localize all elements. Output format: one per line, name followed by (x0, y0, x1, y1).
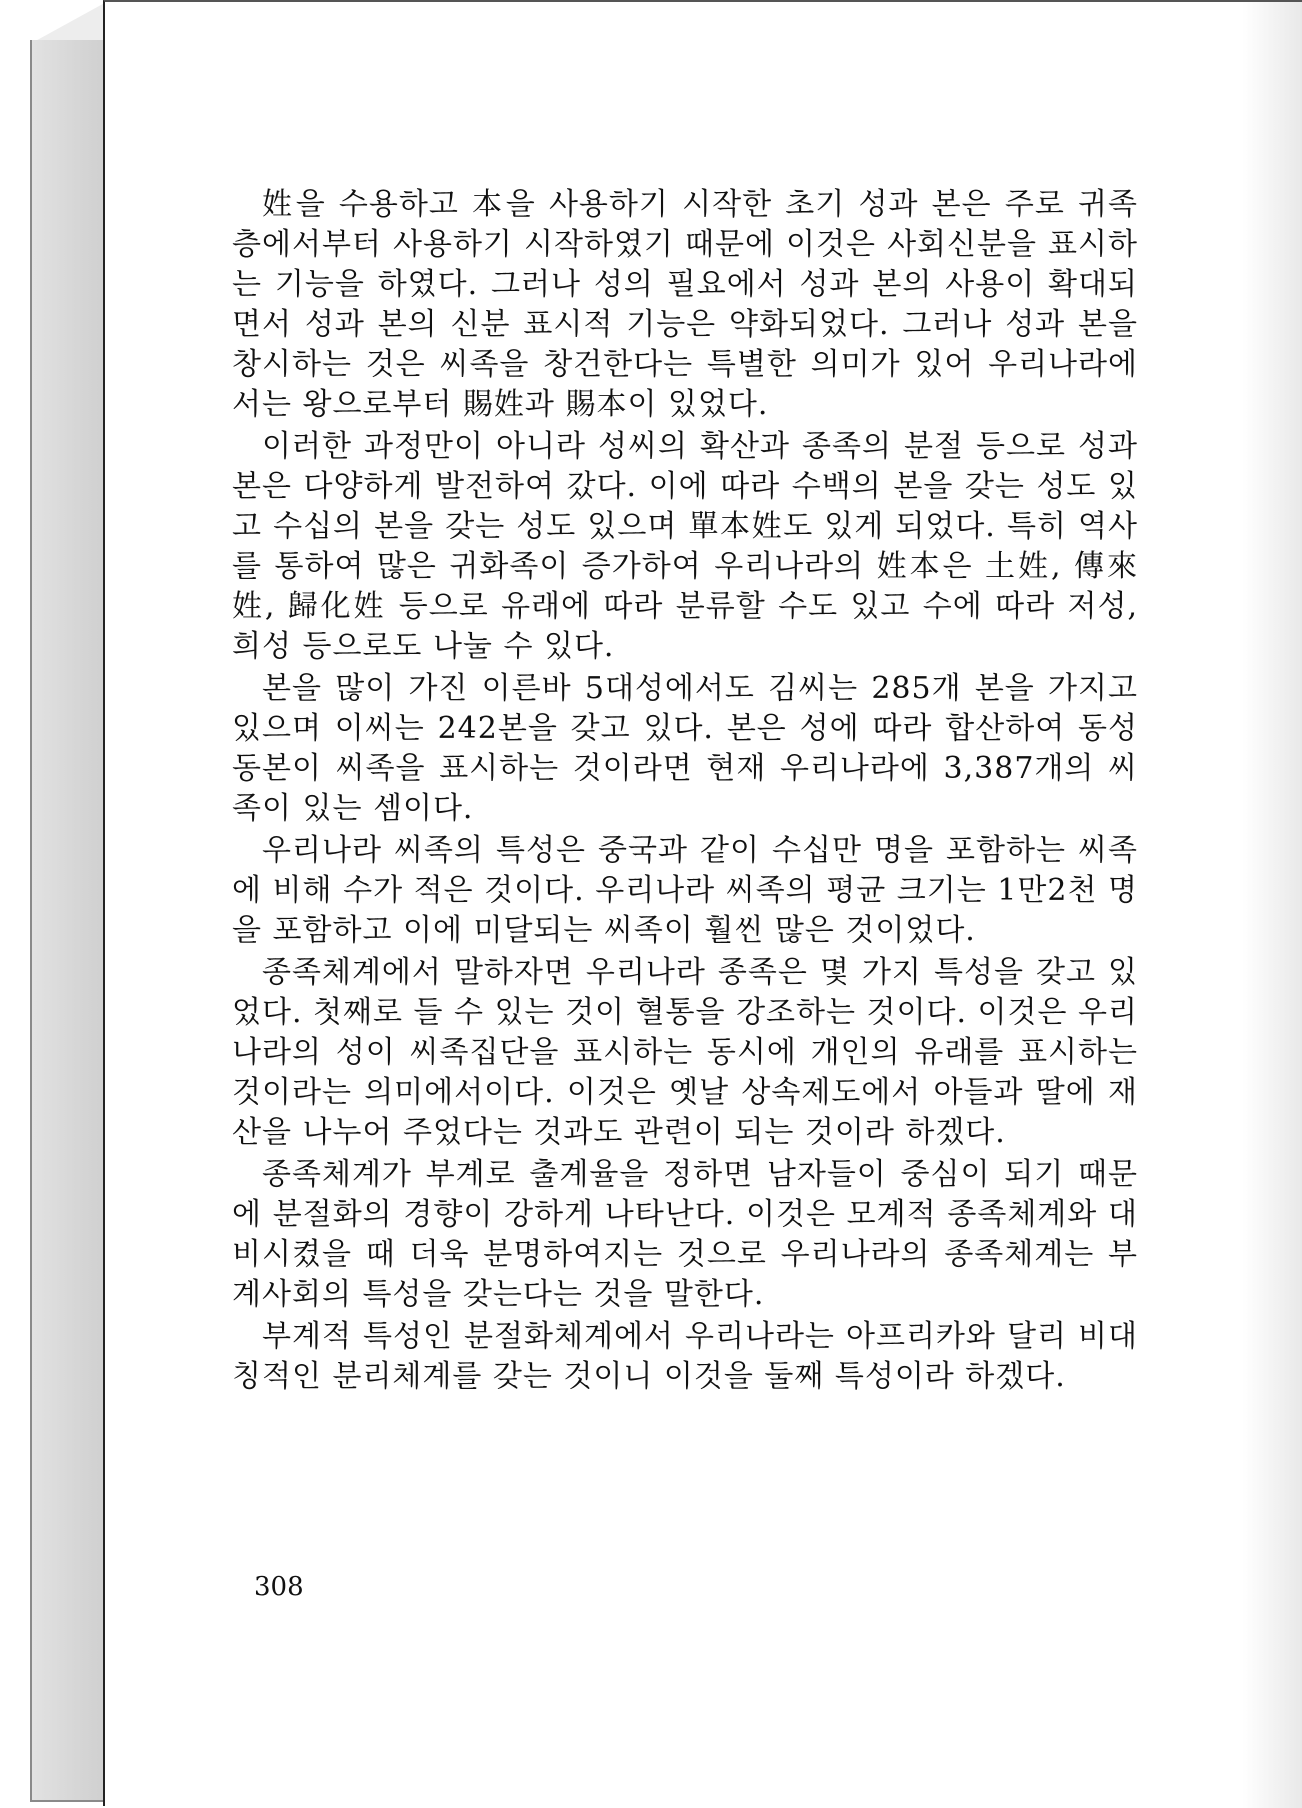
page-number: 308 (254, 1572, 304, 1602)
paragraph-3: 본을 많이 가진 이른바 5대성에서도 김씨는 285개 본을 가지고 있으며 이씨는 242본을 갖고 있다. 본은 성에 따라 합산하여 동성동본이 씨족을 표시하는 것이라면 현재 우리나라에 3,387개의 씨족이 있는 셈이다. (232, 671, 1138, 826)
paragraph-7: 부계적 특성인 분절화체계에서 우리나라는 아프리카와 달리 비대칭적인 분리체계를 갖는 것이니 이것을 둘째 특성이라 하겠다. (232, 1319, 1138, 1394)
book-spine-top (30, 0, 110, 44)
paragraph-2: 이러한 과정만이 아니라 성씨의 확산과 종족의 분절 등으로 성과 본은 다양하게 발전하여 갔다. 이에 따라 수백의 본을 갖는 성도 있고 수십의 본을 갖는 성도 있으며 單本姓도 있게 되었다. 특히 역사를 통하여 많은 귀화족이 증가하여 우리나라의 姓本은 土姓, 傳來姓, 歸化姓 등으로 유래에 따라 분류할 수도 있고 수에 따라 저성, 희성 등으로도 나눌 수 있다. (232, 429, 1138, 664)
paragraph-5: 종족체계에서 말하자면 우리나라 종족은 몇 가지 특성을 갖고 있었다. 첫째로 들 수 있는 것이 혈통을 강조하는 것이다. 이것은 우리나라의 성이 씨족집단을 표시하는 동시에 개인의 유래를 표시하는 것이라는 의미에서이다. 이것은 옛날 상속제도에서 아들과 딸에 재산을 나누어 주었다는 것과도 관련이 되는 것이라 하겠다. (232, 955, 1138, 1150)
book-spine (30, 40, 107, 1802)
paragraph-1: 姓을 수용하고 本을 사용하기 시작한 초기 성과 본은 주로 귀족층에서부터 사용하기 시작하였기 때문에 이것은 사회신분을 표시하는 기능을 하였다. 그러나 성의 필요에서 성과 본의 사용이 확대되면서 성과 본의 신분 표시적 기능은 약화되었다. 그러나 성과 본을 창시하는 것은 씨족을 창건한다는 특별한 의미가 있어 우리나라에서는 왕으로부터 賜姓과 賜本이 있었다. (232, 187, 1138, 422)
body-text (232, 185, 1138, 1397)
paragraph-4: 우리나라 씨족의 특성은 중국과 같이 수십만 명을 포함하는 씨족에 비해 수가 적은 것이다. 우리나라 씨족의 평균 크기는 1만2천 명을 포함하고 이에 미달되는 씨족이 훨씬 많은 것이었다. (232, 833, 1138, 948)
paragraph-6: 종족체계가 부계로 출계율을 정하면 남자들이 중심이 되기 때문에 분절화의 경향이 강하게 나타난다. 이것은 모계적 종족체계와 대비시켰을 때 더욱 분명하여지는 것으로 우리나라의 종족체계는 부계사회의 특성을 갖는다는 것을 말한다. (232, 1157, 1138, 1312)
page-edge-shadow (1242, 2, 1302, 1808)
